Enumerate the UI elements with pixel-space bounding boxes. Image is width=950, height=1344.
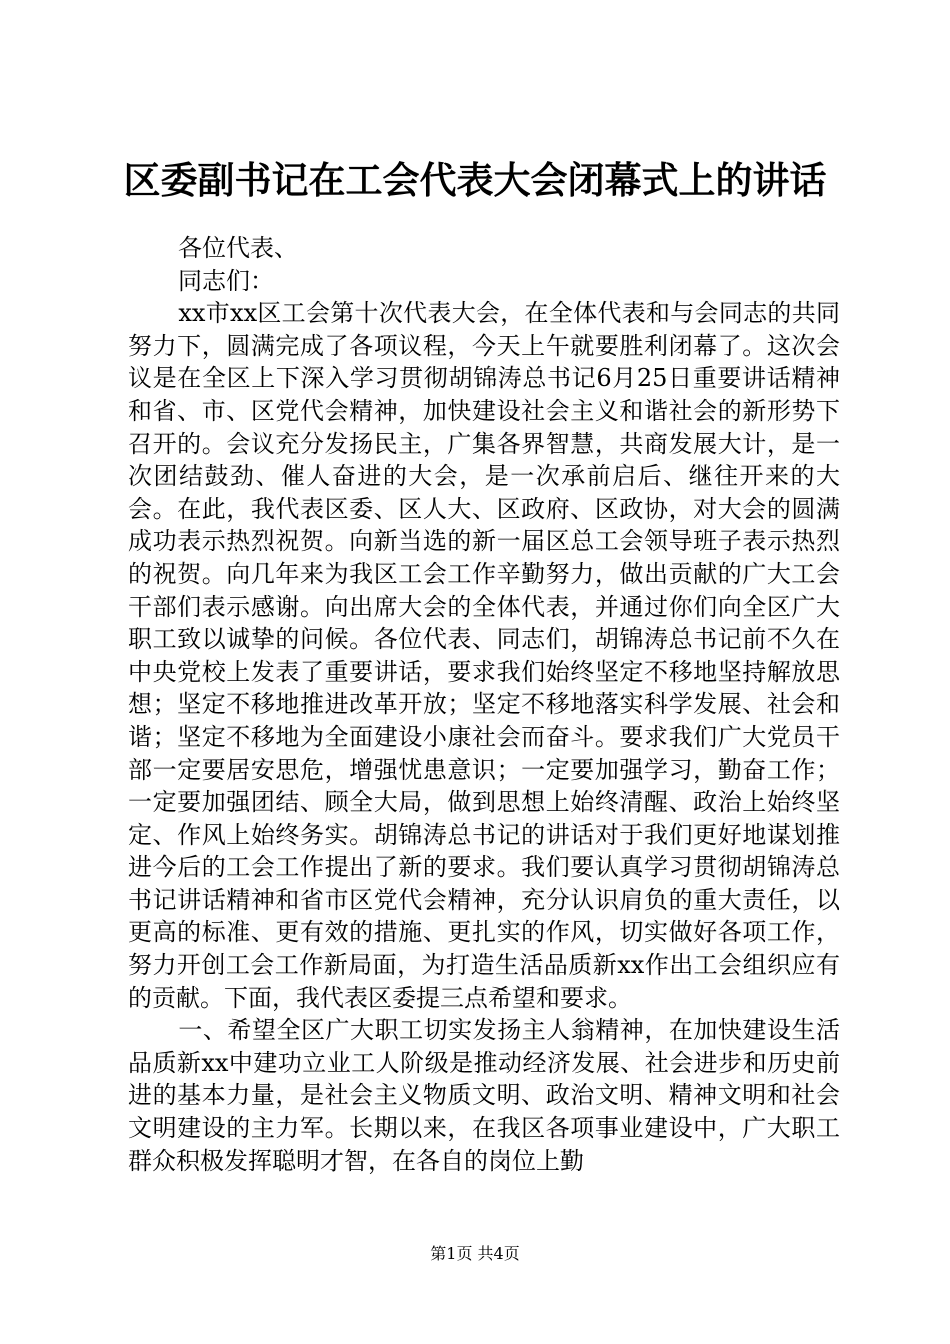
document-body [128,232,840,1177]
document-title: 区委副书记在工会代表大会闭幕式上的讲话 [123,158,827,202]
body-paragraph-2: 一、希望全区广大职工切实发扬主人翁精神，在加快建设生活品质新xx中建功立业工人阶级是推动经济发展、社会进步和历史前进的基本力量，是社会主义物质文明、政治文明、精神文明和社会文明建设的主力军。长期以来，在我区各项事业建设中，广大职工群众积极发挥聪明才智，在各自的岗位上勤 [128,1016,840,1175]
page-footer: 第1页 共4页 [430,1244,520,1263]
salutation-line-2: 同志们： [178,266,274,295]
body-paragraph-1: xx市xx区工会第十次代表大会，在全体代表和与会同志的共同努力下，圆满完成了各项议程，今天上午就要胜利闭幕了。这次会议是在全区上下深入学习贯彻胡锦涛总书记6月25日重要讲话精神和省、市、区党代会精神，加快建设社会主义和谐社会的新形势下召开的。会议充分发扬民主，广集各界智慧，共商发展大计，是一次团结鼓劲、催人奋进的大会，是一次承前启后、继往开来的大会。在此，我代表区委、区人大、区政府、区政协，对大会的圆满成功表示热烈祝贺。向新当选的新一届区总工会领导班子表示热烈的祝贺。向几年来为我区工会工作辛勤努力，做出贡献的广大工会干部们表示感谢。向出席大会的全体代表，并通过你们向全区广大职工致以诚挚的问候。各位代表、同志们，胡锦涛总书记前不久在中央党校上发表了重要讲话，要求我们始终坚定不移地坚持解放思想；坚定不移地推进改革开放；坚定不移地落实科学发展、社会和谐；坚定不移地为全面建设小康社会而奋斗。要求我们广大党员干部一定要居安思危，增强忧患意识；一定要加强学习，勤奋工作；一定要加强团结、顾全大局，做到思想上始终清醒、政治上始终坚定、作风上始终务实。胡锦涛总书记的讲话对于我们更好地谋划推进今后的工会工作提出了新的要求。我们要认真学习贯彻胡锦涛总书记讲话精神和省市区党代会精神，充分认识肩负的重大责任，以更高的标准、更有效的措施、更扎实的作风，切实做好各项工作，努力开创工会工作新局面，为打造生活品质新xx作出工会组织应有的贡献。下面，我代表区委提三点希望和要求。 [128,299,840,1012]
salutation-line-1: 各位代表、 [178,234,298,262]
